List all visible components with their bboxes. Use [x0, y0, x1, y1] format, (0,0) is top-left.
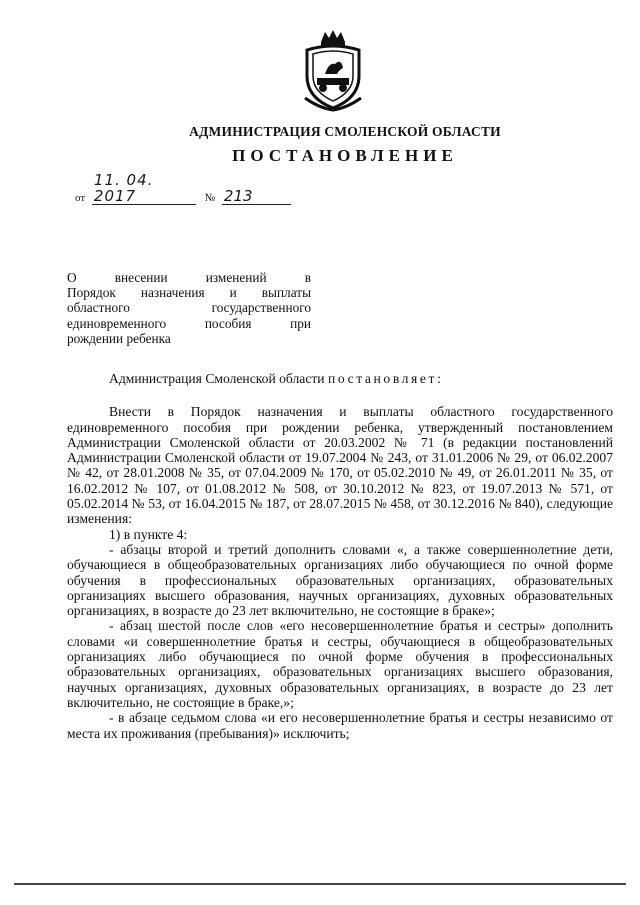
document-type: ПОСТАНОВЛЕНИЕ — [232, 146, 458, 165]
subject-line: единовременного пособия при — [67, 315, 311, 331]
handwritten-number: 213 — [222, 188, 291, 205]
body-paragraph: 1) в пункте 4: — [109, 526, 188, 542]
subject-line: Порядок назначения и выплаты — [67, 285, 311, 301]
document-body — [67, 371, 613, 741]
number-label: № — [204, 192, 216, 204]
body-paragraph: Внести в Порядок назначения и выплаты областного государственного единовременного пособия при рождении ребенка, утвержденный постановлением Администрации Смоленской области от 20.03.2002 № 71 (в редакции постановлений Администрации Смоленской области от 19.07.2004 № 243, от 31.01.2006 № 29, от 06.02.2007 № 42, от 28.01.2008 № 35, от 07.04.2009 № 170, от 05.02.2010 № 49, от 26.01.2011 № 35, от 16.02.2012 № 107, от 01.08.2012 № 508, от 30.10.2012 № 823, от 19.07.2013 № 571, от 05.02.2014 № 53, от 16.04.2015 № 187, от 28.07.2015 № 458, от 30.12.2016 № 840), следующие изменения: — [67, 404, 613, 527]
body-paragraph: - в абзаце седьмом слова «и его несовершеннолетние братья и сестры независимо от места их проживания (пребывания)» исключить; — [67, 710, 613, 741]
subject-line: областного государственного — [67, 300, 311, 316]
page-bottom-rule — [14, 883, 626, 885]
coat-of-arms-icon — [299, 28, 367, 114]
date-label: от — [75, 192, 86, 204]
organization-name: АДМИНИСТРАЦИЯ СМОЛЕНСКОЙ ОБЛАСТИ — [189, 124, 501, 139]
subject-line: О внесении изменений в — [67, 270, 311, 285]
subject-line: рождении ребенка — [67, 330, 171, 346]
handwritten-date: 11. 04. 2017 — [92, 172, 196, 205]
body-paragraph: - абзац шестой после слов «его несовершеннолетние братья и сестры» дополнить словами «и совершеннолетние братья и сестры, обучающиеся в общеобразовательных организациях либо обучающиеся по очной форме обучения в профессиональных образовательных организациях, образовательных организациях высшего образования, научных организациях, духовных образовательных организациях, в возрасте до 23 лет включительно, не состоящие в браке,»; — [67, 618, 613, 710]
document-subject — [67, 270, 311, 346]
document-date-number — [75, 172, 291, 205]
body-paragraph: - абзацы второй и третий дополнить словами «, а также совершеннолетние дети, обучающиеся в общеобразовательных организациях либо обучающиеся по очной форме обучения в профессиональных образовательных организациях, образовательных организациях высшего образования, научных организациях, духовных образовательных организациях, в возрасте до 23 лет включительно, не состоящие в браке»; — [67, 541, 613, 619]
preamble: Администрация Смоленской области постановляет: — [109, 371, 444, 386]
